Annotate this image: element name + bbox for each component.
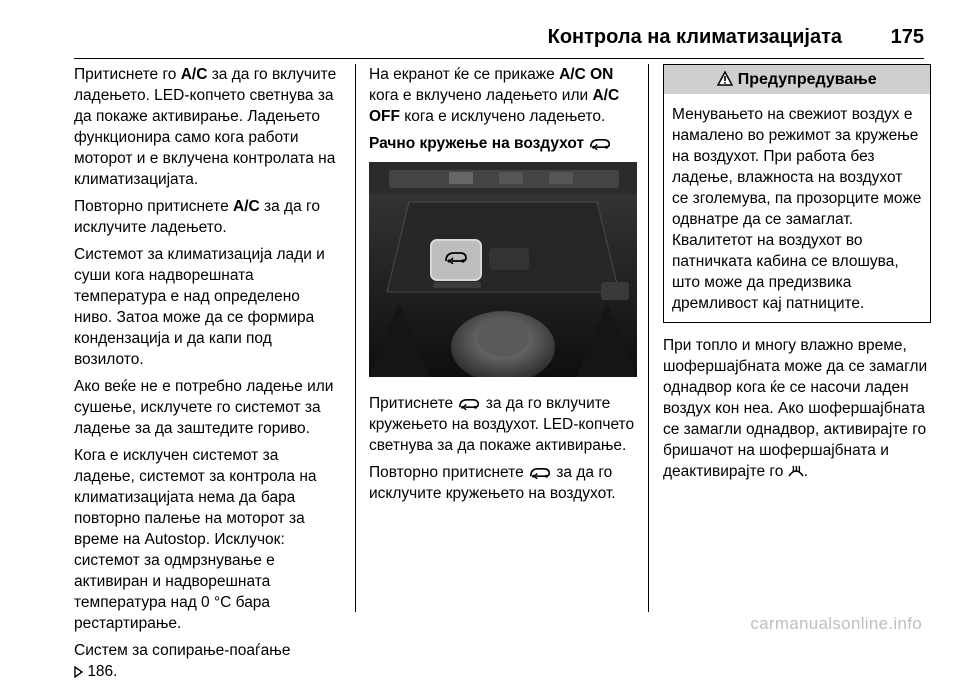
- paragraph-recirc-off: Повторно притиснете за да го исклучите кружењето на воздухот.: [369, 464, 616, 502]
- air-recirculation-icon: [528, 466, 552, 479]
- warning-triangle-icon: [717, 71, 733, 86]
- ac-key-label: A/C: [180, 66, 208, 83]
- warning-title: Предупредување: [737, 71, 877, 88]
- paragraph-stop-start: Систем за сопирање-поаѓање 186.: [74, 642, 291, 680]
- paragraph-condensation: Системот за климатизација лади и суши кога надворешната температура е над определено ниво. Затоа може да се формира кондензација и да капи под возилото.: [74, 246, 325, 368]
- page-header: [0, 24, 960, 54]
- warning-box: [663, 64, 931, 323]
- warning-header: [664, 65, 930, 94]
- air-recirculation-icon: [457, 397, 481, 410]
- column-left: [74, 64, 342, 688]
- column-divider-2: [648, 64, 649, 612]
- warning-text: Менувањето на свежиот воздух е намалено во режимот за кружење на воздухот. При работа без ладење, влажноста на воздухот се зголемува, па прозорците може одвнатре да се замаглат. Квалитетот на воздухот во патничката кабина се влошува, што може да предизвика дремливост кај патниците.: [672, 106, 922, 312]
- paragraph-ac-off: Повторно притиснете A/C за да го исклучите ладењето.: [74, 198, 320, 236]
- paragraph-recirc-on: Притиснете за да го вклучите кружењето на воздухот. LED-копчето светнува за да покаже активирање.: [369, 395, 635, 454]
- cross-reference-arrow-icon: [74, 666, 83, 678]
- air-recirculation-icon: [588, 137, 612, 150]
- paragraph-display-status: На екранот ќе се прикаже A/C ON кога е вклучено ладењето или A/C OFF кога е исклучено ладењето.: [369, 66, 620, 125]
- watermark: carmanualsonline.info: [750, 614, 922, 633]
- cross-reference-link[interactable]: 186.: [74, 661, 117, 682]
- page-number: 175: [890, 26, 924, 48]
- paragraph-save-fuel: Ако веќе не е потребно ладење или сушење, исклучете го системот за ладење за да заштедите гориво.: [74, 378, 334, 437]
- column-right: [663, 64, 931, 488]
- windscreen-defrost-icon: [788, 464, 804, 478]
- column-divider-1: [355, 64, 356, 612]
- section-heading: Рачно кружење на воздухот: [369, 133, 637, 154]
- center-console-photo: [369, 162, 637, 377]
- page-title: Контрола на климатизацијата: [547, 26, 842, 48]
- paragraph-autostop: Кога е исклучен системот за ладење, системот за контрола на климатизацијата нема да бара повторно палење на моторот за време на Autostop. Исклучок: системот за одмрзнување е активиран и надворешната температура над 0 °C бара рестартирање.: [74, 447, 317, 632]
- paragraph-windscreen-fog: При топло и многу влажно време, шофершајбната може да се замагли однадвор кога ќе се насочи ладен воздух кон неа. Ако шофершајбната се замагли однадвор, активирајте го бришачот на шофершајбната и деактивирајте го .: [663, 337, 928, 480]
- ac-key-label: A/C: [233, 198, 260, 215]
- column-middle: [369, 64, 637, 510]
- paragraph-ac-on: Притиснете го A/C за да го вклучите ладењето. LED-копчето светнува за да покаже активирање. Ладењето функционира само кога работи моторот и е вклучена контролата на климатизацијата.: [74, 66, 337, 188]
- header-divider: [74, 58, 924, 59]
